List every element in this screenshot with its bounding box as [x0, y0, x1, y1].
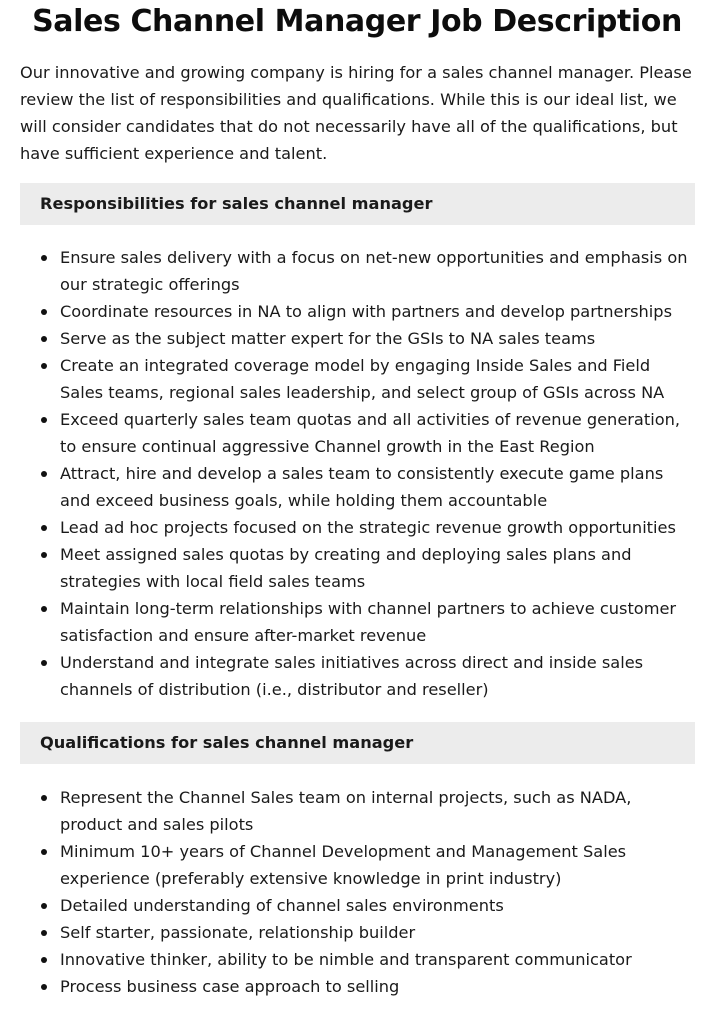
- bullet-icon: [41, 552, 47, 558]
- qualifications-list: [20, 784, 696, 1000]
- list-item: [20, 595, 696, 649]
- list-item: [20, 973, 696, 1000]
- list-item-text: Lead ad hoc projects focused on the strategic revenue growth opportunities: [60, 518, 676, 537]
- list-item: [20, 919, 696, 946]
- list-item: [20, 325, 696, 352]
- list-item: [20, 460, 696, 514]
- bullet-icon: [41, 471, 47, 477]
- list-item-text: Create an integrated coverage model by engaging Inside Sales and Field Sales teams, regional sales leadership, and select group of GSIs across NA: [60, 356, 665, 402]
- list-item-text: Represent the Channel Sales team on internal projects, such as NADA, product and sales pilots: [60, 788, 632, 834]
- list-item: [20, 649, 696, 703]
- responsibilities-list: [20, 244, 696, 703]
- bullet-icon: [41, 795, 47, 801]
- list-item: [20, 352, 696, 406]
- list-item: [20, 406, 696, 460]
- list-item-text: Understand and integrate sales initiatives across direct and inside sales channels of distribution (i.e., distributor and reseller): [60, 653, 644, 699]
- bullet-icon: [41, 903, 47, 909]
- bullet-icon: [41, 660, 47, 666]
- bullet-icon: [41, 849, 47, 855]
- responsibilities-heading: Responsibilities for sales channel manager: [20, 183, 695, 225]
- list-item-text: Detailed understanding of channel sales environments: [60, 896, 504, 915]
- bullet-icon: [41, 417, 47, 423]
- bullet-icon: [41, 363, 47, 369]
- bullet-icon: [41, 336, 47, 342]
- list-item: [20, 946, 696, 973]
- list-item-text: Serve as the subject matter expert for the GSIs to NA sales teams: [60, 329, 596, 348]
- intro-paragraph: Our innovative and growing company is hiring for a sales channel manager. Please review the list of responsibilities and qualifications. While this is our ideal list, we will consider candidates that do not necessarily have all of the qualifications, but have sufficient experience and talent.: [20, 63, 692, 163]
- list-item-text: Exceed quarterly sales team quotas and all activities of revenue generation, to ensure continual aggressive Channel growth in the East Region: [60, 410, 681, 456]
- list-item: [20, 514, 696, 541]
- list-item: [20, 892, 696, 919]
- bullet-icon: [41, 255, 47, 261]
- bullet-icon: [41, 606, 47, 612]
- list-item: [20, 784, 696, 838]
- list-item-text: Self starter, passionate, relationship builder: [60, 923, 416, 942]
- list-item-text: Process business case approach to selling: [60, 977, 400, 996]
- list-item: [20, 298, 696, 325]
- list-item: [20, 541, 696, 595]
- bullet-icon: [41, 930, 47, 936]
- list-item-text: Attract, hire and develop a sales team to consistently execute game plans and exceed business goals, while holding them accountable: [60, 464, 664, 510]
- bullet-icon: [41, 984, 47, 990]
- bullet-icon: [41, 525, 47, 531]
- page-title: Sales Channel Manager Job Description: [32, 4, 682, 39]
- bullet-icon: [41, 957, 47, 963]
- list-item-text: Coordinate resources in NA to align with partners and develop partnerships: [60, 302, 673, 321]
- list-item-text: Maintain long-term relationships with channel partners to achieve customer satisfaction and ensure after-market revenue: [60, 599, 677, 645]
- list-item: [20, 244, 696, 298]
- list-item-text: Minimum 10+ years of Channel Development and Management Sales experience (preferably extensive knowledge in print industry): [60, 842, 627, 888]
- list-item-text: Innovative thinker, ability to be nimble and transparent communicator: [60, 950, 632, 969]
- list-item: [20, 838, 696, 892]
- qualifications-heading: Qualifications for sales channel manager: [20, 722, 695, 764]
- bullet-icon: [41, 309, 47, 315]
- list-item-text: Meet assigned sales quotas by creating and deploying sales plans and strategies with local field sales teams: [60, 545, 632, 591]
- list-item-text: Ensure sales delivery with a focus on net-new opportunities and emphasis on our strategic offerings: [60, 248, 688, 294]
